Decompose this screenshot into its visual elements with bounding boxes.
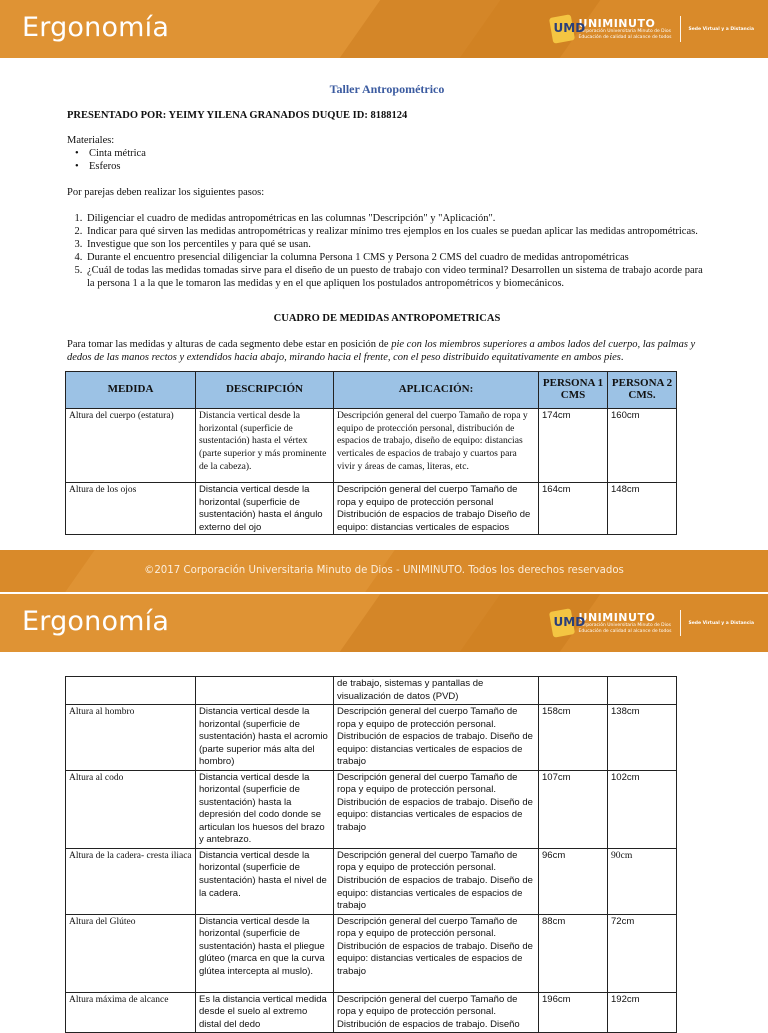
course-title: Ergonomía: [22, 606, 170, 637]
anthropometric-table-page1: [65, 371, 677, 535]
uniminuto-logo: UMD UNIMINUTO Corporación Universitaria Minuto de Dios Educación de calidad al alcance de todos Sede Virtual y a Distancia: [547, 604, 754, 642]
cell-persona1: 96cm: [539, 848, 608, 914]
author-line: PRESENTADO POR: YEIMY YILENA GRANADOS DUQUE ID: 8188124: [67, 110, 408, 121]
list-item: • Esferos: [89, 160, 707, 173]
cell-persona1: 196cm: [539, 992, 608, 1032]
cell-persona2: 192cm: [608, 992, 677, 1032]
uniminuto-emblem-icon: UMD: [547, 12, 575, 46]
cell-persona2: 148cm: [608, 483, 677, 535]
cell-aplicacion: Descripción general del cuerpo Tamaño de ropa y equipo de protección personal. Distribución de espacios de trabajo. Diseño: [334, 992, 539, 1032]
cell-medida: Altura de los ojos: [66, 483, 196, 535]
header-persona1: PERSONA 1 CMS: [539, 372, 608, 409]
header-descripcion: DESCRIPCIÓN: [196, 372, 334, 409]
materials-list: [89, 147, 707, 173]
cell-persona2: 102cm: [608, 770, 677, 848]
cell-descripcion: Distancia vertical desde la horizontal (superficie de sustentación) hasta la depresión del codo donde se articulan los huesos del brazo y antebrazo.: [196, 770, 334, 848]
cell-descripcion: [196, 677, 334, 705]
cell-persona2: 160cm: [608, 409, 677, 483]
materials-label: Materiales:: [67, 135, 115, 147]
cell-persona1: 174cm: [539, 409, 608, 483]
cell-persona1: 88cm: [539, 914, 608, 992]
cell-aplicacion: de trabajo, sistemas y pantallas de visualización de datos (PVD): [334, 677, 539, 705]
cell-persona2: 90cm: [608, 848, 677, 914]
header-medida: MEDIDA: [66, 372, 196, 409]
document-title: Taller Antropométrico: [329, 82, 445, 96]
anthropometric-table-page2: [65, 676, 677, 1033]
cell-descripcion: Distancia vertical desde la horizontal (superficie de sustentación) hasta el acromio (parte superior más alta del hombro): [196, 705, 334, 771]
table-row: [66, 705, 677, 771]
list-item: • Cinta métrica: [89, 147, 707, 160]
uniminuto-logo: UMD UNIMINUTO Corporación Universitaria Minuto de Dios Educación de calidad al alcance de todos Sede Virtual y a Distancia: [547, 10, 754, 48]
cell-aplicacion: Descripción general del cuerpo Tamaño de ropa y equipo de protección personal Distribución de espacios de trabajo Diseño de equipo: distancias verticales de espacios: [334, 483, 539, 535]
section-title: CUADRO DE MEDIDAS ANTROPOMETRICAS: [273, 313, 501, 325]
cell-aplicacion: Descripción general del cuerpo Tamaño de ropa y equipo de protección personal. Distribución de espacios de trabajo. Diseño de equipo: distancias verticales de espacios de trabajo: [334, 914, 539, 992]
cell-descripcion: Es la distancia vertical medida desde el suelo al extremo distal del dedo: [196, 992, 334, 1032]
table-row: [66, 483, 677, 535]
cell-medida: Altura al codo: [66, 770, 196, 848]
cell-medida: Altura del Glúteo: [66, 914, 196, 992]
cell-persona1: 164cm: [539, 483, 608, 535]
table-header-row: [66, 372, 677, 409]
list-item: 2. Indicar para qué sirven las medidas antropométricas y realizar mínimo tres ejemplos en los cuales se puedan aplicar las medidas antropométricas.: [85, 225, 707, 238]
cell-persona1: 107cm: [539, 770, 608, 848]
list-item: 4. Durante el encuentro presencial diligenciar la columna Persona 1 CMS y Persona 2 CMS del cuadro de medidas antropométricas: [85, 251, 707, 264]
table-row: [66, 848, 677, 914]
cell-descripcion: Distancia vertical desde la horizontal (superficie de sustentación) hasta el pliegue glúteo (marca en que la curva glútea intercepta al muslo).: [196, 914, 334, 992]
list-item: 1. Diligenciar el cuadro de medidas antropométricas en las columnas "Descripción" y "Aplicación".: [85, 212, 707, 225]
list-item: 5. ¿Cuál de todas las medidas tomadas sirve para el diseño de un puesto de trabajo con video terminal? Desarrollen un sistema de trabajo acorde para la persona 1 a la que le tomaron las medidas y en el que apliquen los postulados antropométricos y biomecánicos.: [85, 264, 707, 290]
table-row: [66, 992, 677, 1032]
page1-banner: [0, 0, 768, 58]
cell-medida: Altura máxima de alcance: [66, 992, 196, 1032]
cell-aplicacion: Descripción general del cuerpo Tamaño de ropa y equipo de protección personal. Distribución de espacios de trabajo. Diseño de equipo: distancias verticales de espacios de trabajo: [334, 848, 539, 914]
cell-descripcion: Distancia vertical desde la horizontal (superficie de sustentación) hasta el ángulo externo del ojo: [196, 483, 334, 535]
cell-medida: Altura al hombro: [66, 705, 196, 771]
header-persona2: PERSONA 2 CMS.: [608, 372, 677, 409]
table-row: [66, 409, 677, 483]
cell-persona2: 138cm: [608, 705, 677, 771]
cell-aplicacion: Descripción general del cuerpo Tamaño de ropa y equipo de protección personal, distribución de espacios de trabajo, diseño de equipo: distancias verticales de espacios de trabajo y cuartos para vivir y áreas de camas, literas, etc.: [334, 409, 539, 483]
cell-descripcion: Distancia vertical desde la horizontal (superficie de sustentación) hasta el nivel de la cadera.: [196, 848, 334, 914]
document-body: [67, 82, 707, 364]
measurement-instructions: Para tomar las medidas y alturas de cada segmento debe estar en posición de pie con los miembros superiores a ambos lados del cuerpo, las palmas y dedos de las manos rectos y extendidos hacia abajo, mirando hacia el frente, con el peso distribuido equitativamente en ambos pies.: [67, 338, 696, 363]
page-footer: [0, 550, 768, 592]
copyright-text: ©2017 Corporación Universitaria Minuto de Dios - UNIMINUTO. Todos los derechos reservados: [144, 565, 624, 576]
cell-persona1: 158cm: [539, 705, 608, 771]
uniminuto-emblem-icon: UMD: [547, 606, 575, 640]
cell-aplicacion: Descripción general del cuerpo Tamaño de ropa y equipo de protección personal. Distribución de espacios de trabajo. Diseño de equipo: distancias verticales de espacios de trabajo: [334, 770, 539, 848]
page2-banner: [0, 594, 768, 652]
cell-persona1: [539, 677, 608, 705]
table-row: [66, 914, 677, 992]
cell-medida: Altura del cuerpo (estatura): [66, 409, 196, 483]
header-aplicacion: APLICACIÓN:: [334, 372, 539, 409]
cell-persona2: [608, 677, 677, 705]
list-item: 3. Investigue que son los percentiles y para qué se usan.: [85, 238, 707, 251]
table-row: [66, 770, 677, 848]
cell-medida: [66, 677, 196, 705]
cell-persona2: 72cm: [608, 914, 677, 992]
cell-descripcion: Distancia vertical desde la horizontal (superficie de sustentación) hasta el vértex (parte superior y más prominente de la cabeza).: [196, 409, 334, 483]
steps-intro: Por parejas deben realizar los siguientes pasos:: [67, 186, 265, 198]
cell-aplicacion: Descripción general del cuerpo Tamaño de ropa y equipo de protección personal. Distribución de espacios de trabajo. Diseño de equipo: distancias verticales de espacios de trabajo: [334, 705, 539, 771]
cell-medida: Altura de la cadera- cresta iliaca: [66, 848, 196, 914]
steps-list: [85, 212, 707, 291]
course-title: Ergonomía: [22, 12, 170, 43]
table-row: [66, 677, 677, 705]
